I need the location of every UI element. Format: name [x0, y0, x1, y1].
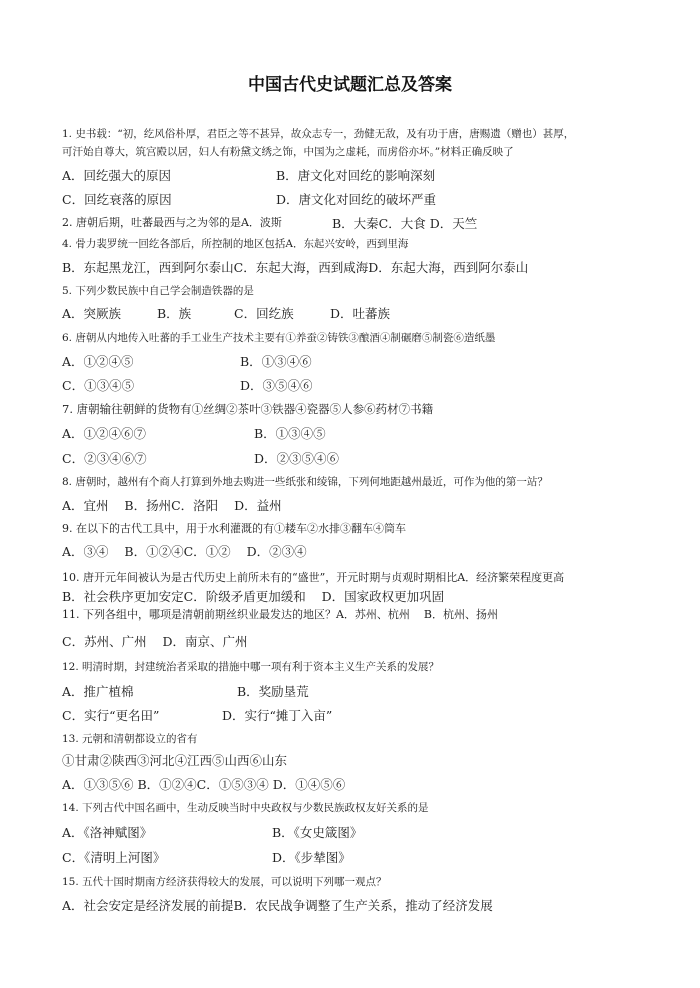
question-6-option-c: C．①③④⑤: [62, 378, 135, 393]
question-12-option-a: A．推广植棉: [62, 684, 134, 699]
question-7-stem: 7. 唐朝输往朝鲜的货物有①丝绸②茶叶③铁器④瓷器⑤人参⑥药材⑦书籍: [62, 402, 434, 416]
question-5-option-c: C．回纥族: [234, 306, 294, 321]
question-13-items: ①甘肃②陕西③河北④江西⑤山西⑥山东: [62, 753, 288, 768]
question-2-stem: 2. 唐朝后期，吐蕃最西与之为邻的是A．波斯: [62, 216, 282, 229]
question-1-option-d: D．唐文化对回纥的破坏严重: [276, 192, 437, 207]
question-12-option-b: B．奖励垦荒: [237, 684, 309, 699]
question-14-option-b: B．《女史箴图》: [272, 825, 363, 840]
question-8-stem: 8. 唐朝时，越州有个商人打算到外地去购进一些纸张和绫锦，下列何地距越州最近，可作为他的第一站？: [62, 476, 548, 488]
question-8-options: A．宜州 B．扬州C．洛阳 D．益州: [62, 498, 282, 513]
question-10-options: B．社会秩序更加安定C．阶级矛盾更加缓和 D．国家政权更加巩固: [62, 589, 445, 604]
question-15-stem: 15. 五代十国时期南方经济获得较大的发展，可以说明下列哪一观点？: [62, 876, 387, 888]
question-9-options: A．③④ B．①②④C．①② D．②③④: [62, 544, 307, 559]
question-5-option-d: D．吐蕃族: [330, 306, 391, 321]
question-10-stem: 10. 唐开元年间被认为是古代历史上前所未有的“盛世”，开元时期与贞观时期相比A．经济繁荣程度更高: [62, 571, 565, 584]
question-1-stem-line-2: 可汗始自尊大，筑宫殿以居，妇人有粉黛文绣之饰，中国为之虚耗，而虏俗亦坏。”材料正确反映了: [62, 146, 514, 158]
question-9-stem: 9. 在以下的古代工具中，用于水利灌溉的有①耧车②水排③翻车④筒车: [62, 522, 406, 535]
question-7-option-c: C．②③④⑥⑦: [62, 451, 147, 466]
question-11-stem: 11. 下列各组中，哪项是清朝前期丝织业最发达的地区？A．苏州、杭州 B．杭州、扬州: [62, 608, 499, 621]
question-14-option-c: C．《清明上河图》: [62, 850, 166, 865]
question-6-option-b: B．①③④⑥: [240, 354, 312, 369]
question-14-stem: 14. 下列古代中国名画中，生动反映当时中央政权与少数民族政权友好关系的是: [62, 802, 429, 814]
question-5-option-b: B．族: [157, 306, 192, 321]
question-14-option-d: D．《步辇图》: [272, 850, 351, 865]
question-5-option-a: A．突厥族: [62, 306, 122, 321]
question-6-option-d: D．③⑤④⑥: [240, 378, 313, 393]
question-4-stem: 4. 骨力裴罗统一回纥各部后，所控制的地区包括A．东起兴安岭，西到里海: [62, 238, 409, 250]
question-6-option-a: A．①②④⑤: [62, 354, 134, 369]
question-15-options: A．社会安定是经济发展的前提B．农民战争调整了生产关系，推动了经济发展: [62, 898, 493, 913]
question-13-stem: 13. 元朝和清朝都设立的省有: [62, 733, 198, 745]
page-title: 中国古代史试题汇总及答案: [248, 75, 452, 95]
question-13-options: A．①③⑤⑥ B．①②④C．①⑤③④ D．①④⑤⑥: [62, 777, 346, 792]
question-4-options: B．东起黑龙江，西到阿尔泰山C．东起大海，西到咸海D．东起大海，西到阿尔泰山: [62, 260, 529, 275]
question-1-option-b: B．唐文化对回纥的影响深刻: [276, 168, 436, 183]
question-12-option-c: C．实行“更名田”: [62, 708, 160, 723]
question-5-stem: 5. 下列少数民族中自己学会制造铁器的是: [62, 285, 254, 297]
question-7-option-d: D．②③⑤④⑥: [254, 451, 340, 466]
question-7-option-b: B．①③④⑤: [254, 426, 326, 441]
question-6-stem: 6. 唐朝从内地传入吐蕃的手工业生产技术主要有①养蚕②铸铁③酿酒④制碾磨⑤制瓷⑥造纸墨: [62, 332, 496, 344]
question-1-option-c: C．回纥衰落的原因: [62, 192, 172, 207]
question-12-option-d: D．实行“摊丁入亩”: [222, 708, 333, 723]
question-7-option-a: A．①②④⑥⑦: [62, 426, 147, 441]
question-2-options: B．大秦C．大食 D．天竺: [332, 216, 478, 231]
question-11-options: C．苏州、广州 D．南京、广州: [62, 634, 248, 649]
question-1-stem-line-1: 1. 史书载：“初，纥风俗朴厚，君臣之等不甚异，故众志专一，劲健无敌，及有功于唐，唐赐遗（赠也）甚厚，: [62, 128, 575, 140]
question-14-option-a: A．《洛神赋图》: [62, 825, 153, 840]
question-12-stem: 12. 明清时期，封建统治者采取的措施中哪一项有利于资本主义生产关系的发展？: [62, 661, 440, 673]
question-1-option-a: A．回纥强大的原因: [62, 168, 172, 183]
